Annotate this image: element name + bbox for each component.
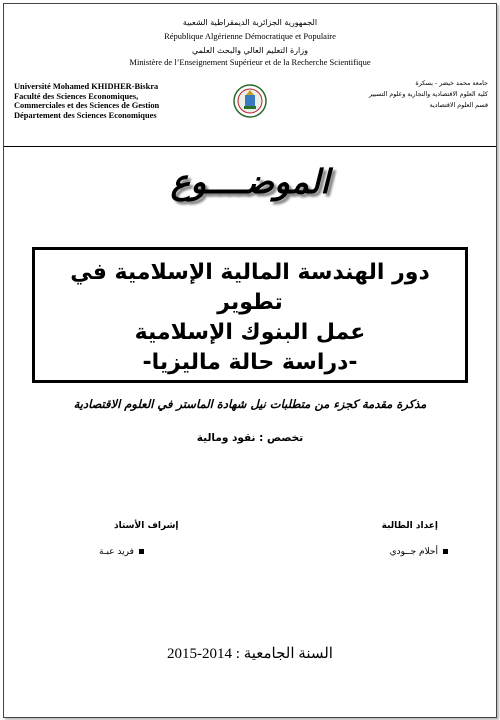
republic-arabic: الجمهورية الجزائرية الديمقراطية الشعبية — [182, 18, 318, 27]
bullet-square-icon — [443, 549, 448, 554]
document-page — [3, 3, 497, 718]
department-name-ar: قسم العلوم الاقتصادية — [429, 102, 488, 109]
republic-french: République Algérienne Démocratique et Populaire — [164, 31, 336, 41]
thesis-title-box — [32, 247, 468, 383]
thesis-title-line2: عمل البنوك الإسلامية — [134, 320, 366, 345]
university-name-fr: Université Mohamed KHIDHER-Biskra — [14, 82, 159, 91]
subject-heading: الموضــــوع — [170, 162, 330, 201]
student-name — [390, 547, 448, 557]
faculty-name-fr: Faculté des Sciences Economiques, — [14, 91, 139, 101]
university-arabic-block — [328, 78, 488, 111]
academic-year: السنة الجامعية : 2014-2015 — [167, 646, 333, 662]
ministry-arabic: وزارة التعليم العالي والبحث العلمي — [192, 46, 308, 55]
university-name-ar: جامعة محمد خيضر - بسكرة — [415, 80, 488, 87]
thesis-title-line1: دور الهندسة المالية الإسلامية في تطوير — [70, 260, 430, 315]
university-french-block — [14, 82, 214, 120]
faculty-name-ar: كلية العلوم الاقتصادية والتجارية وعلوم التسيير — [368, 91, 488, 98]
header-separator — [4, 146, 496, 147]
department-name-fr: Département des Sciences Economiques — [14, 110, 157, 120]
ministry-french: Ministère de l’Enseignement Supérieur et de la Recherche Scientifique — [129, 57, 371, 67]
prepared-by-label: إعداد الطالبة — [381, 521, 438, 531]
bullet-square-icon — [139, 549, 144, 554]
supervisor-name-text: فريد عبـة — [99, 547, 134, 557]
specialty: تخصص : نقود ومالية — [196, 432, 304, 444]
supervisor-name — [99, 547, 144, 557]
university-logo — [233, 84, 267, 118]
student-name-text: أحلام جــودي — [389, 547, 438, 557]
memo-description: مذكرة مقدمة كجزء من متطلبات نيل شهادة الماستر في العلوم الاقتصادية — [73, 397, 427, 411]
thesis-title-line3: -دراسة حالة ماليزيا- — [142, 350, 358, 375]
faculty-name-fr-cont: Commerciales et des Sciences de Gestion — [14, 101, 160, 111]
supervised-by-label: إشراف الأستاذ — [114, 521, 179, 531]
